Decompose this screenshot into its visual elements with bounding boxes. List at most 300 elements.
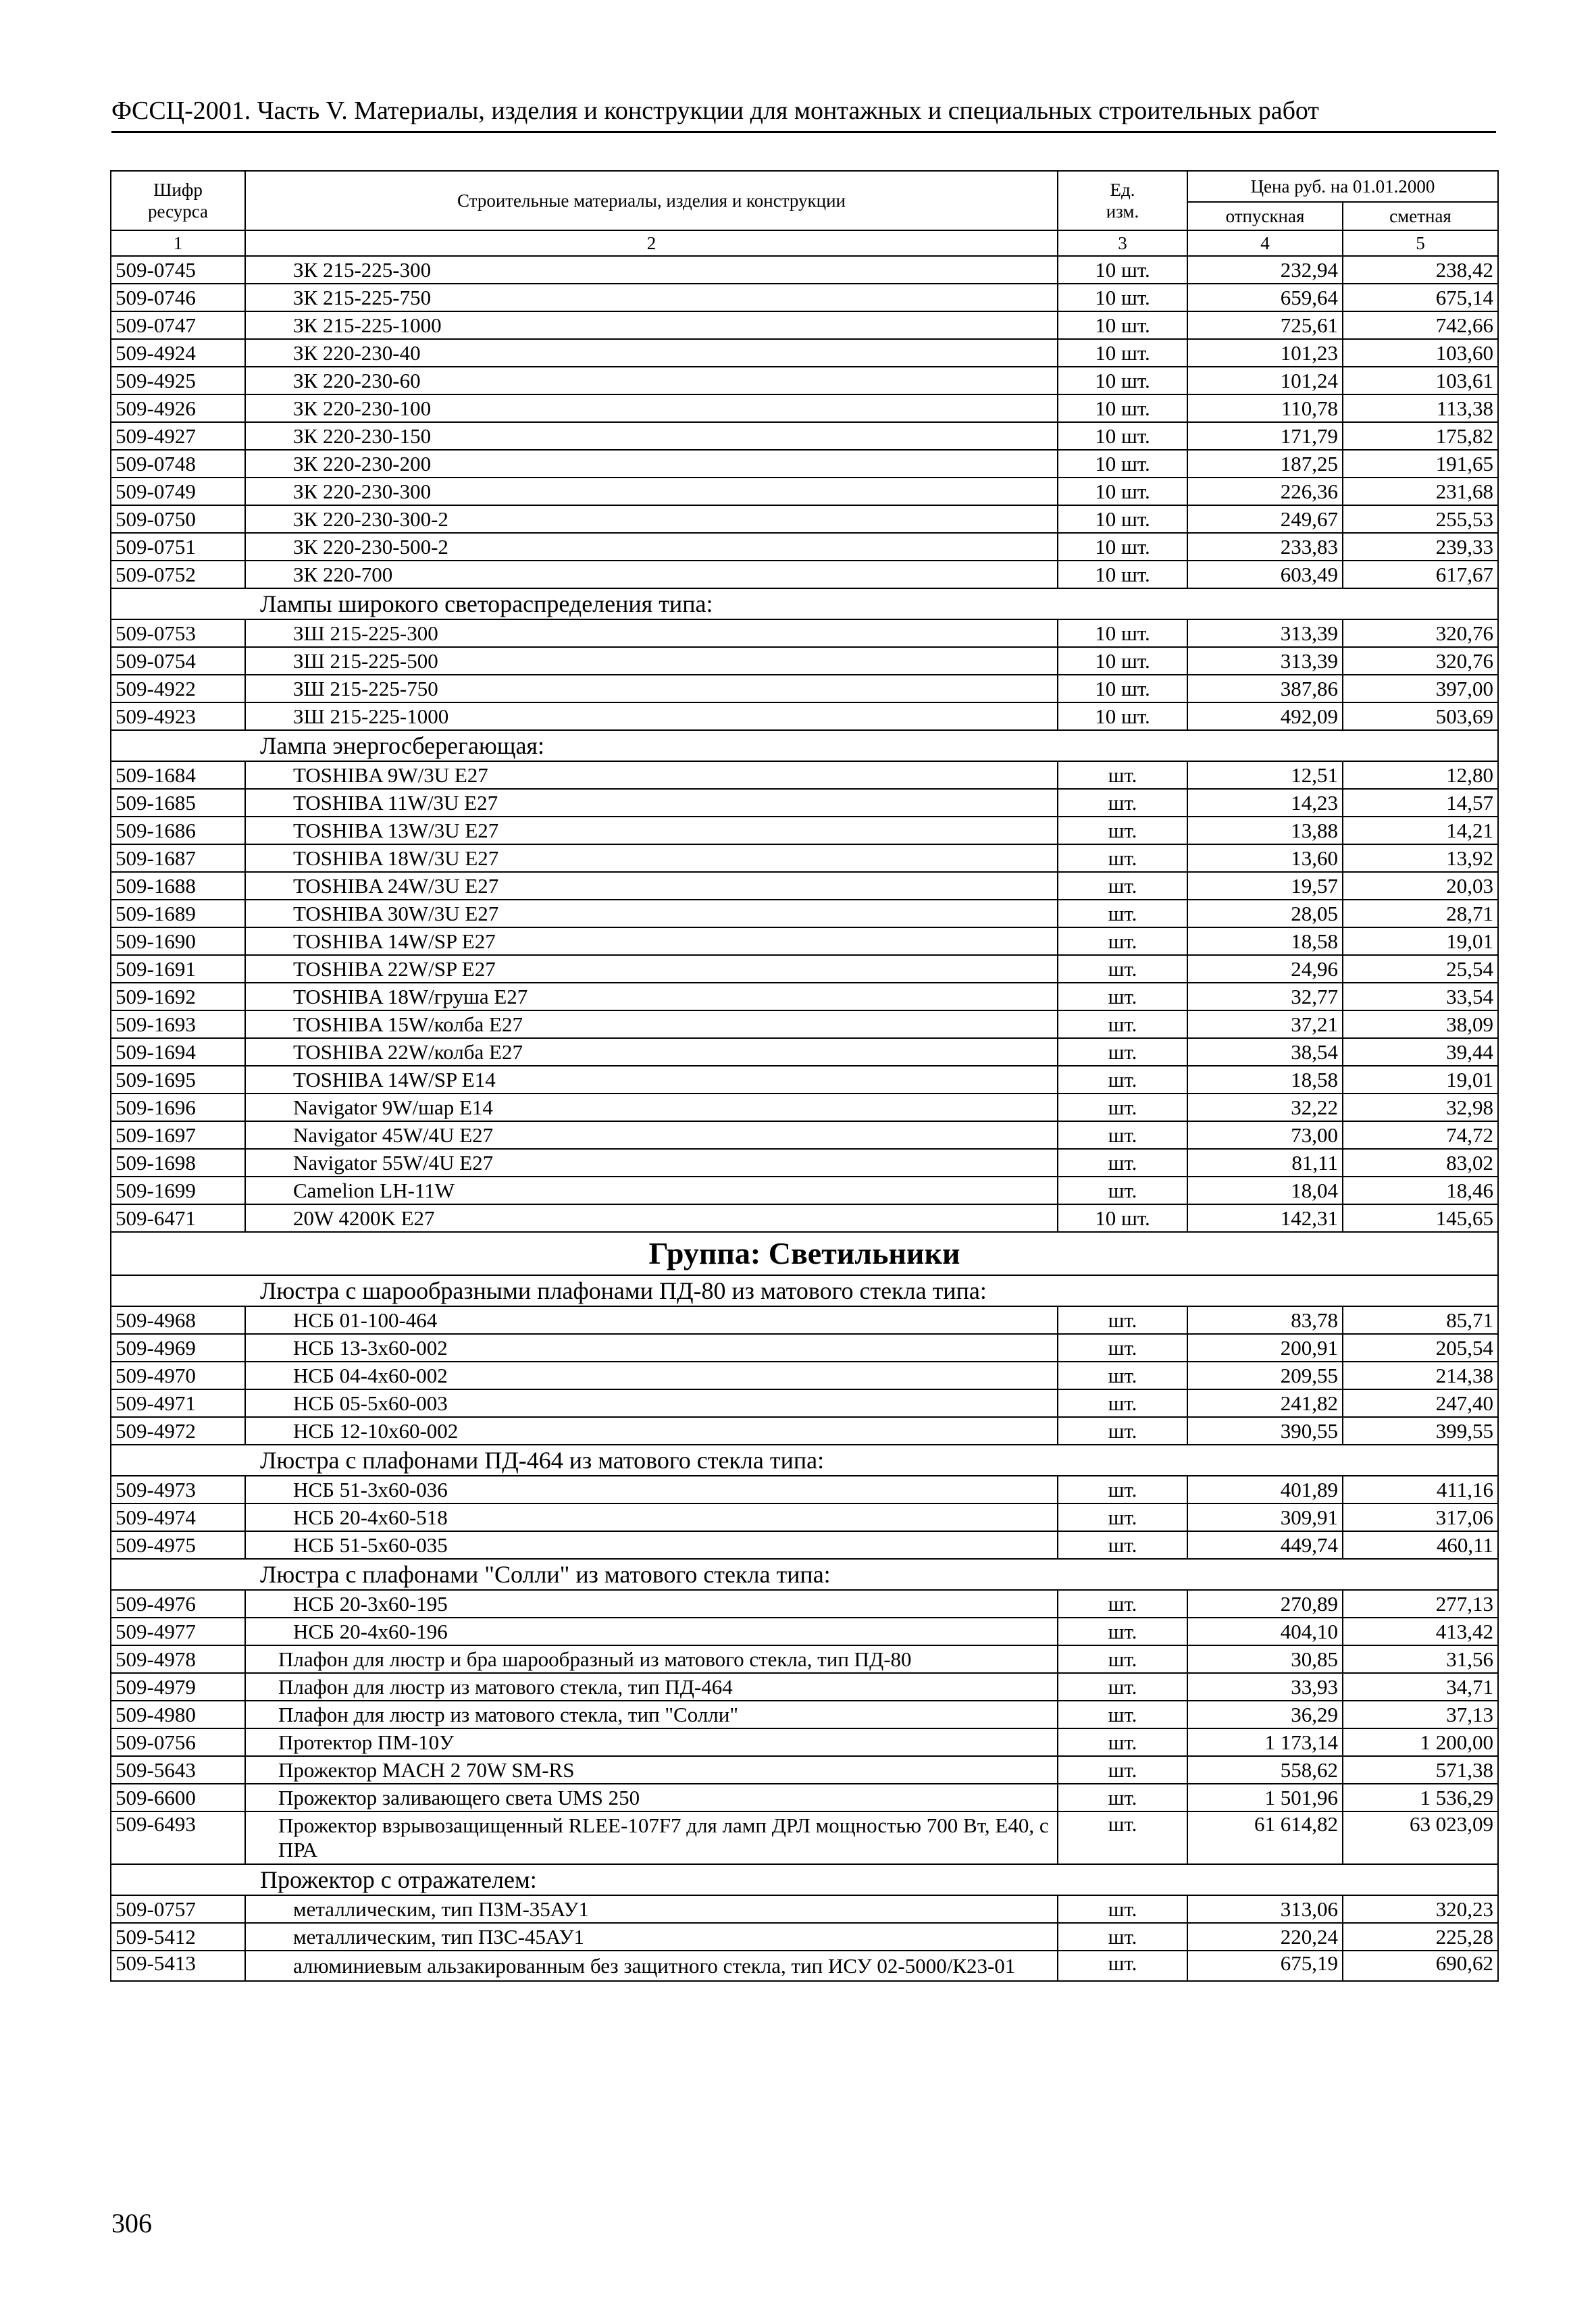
row-price-release: 233,83: [1187, 533, 1343, 561]
row-code: 509-4923: [111, 702, 245, 730]
row-name: TOSHIBA 14W/SP E14: [245, 1066, 1058, 1094]
row-price-estimate: 113,38: [1343, 394, 1498, 422]
row-code: 509-4979: [111, 1673, 245, 1701]
row-price-release: 226,36: [1187, 478, 1343, 505]
col-header-release: отпускная: [1187, 202, 1343, 230]
row-code: 509-4973: [111, 1476, 245, 1503]
row-price-estimate: 238,42: [1343, 256, 1498, 284]
row-name: ЗШ 215-225-500: [245, 647, 1058, 675]
row-unit: шт.: [1058, 927, 1187, 955]
row-code: 509-0747: [111, 311, 245, 339]
row-price-estimate: 255,53: [1343, 505, 1498, 533]
table-row: [111, 647, 1498, 675]
table-row: [111, 284, 1498, 311]
row-unit: шт.: [1058, 983, 1187, 1010]
row-code: 509-1698: [111, 1149, 245, 1177]
row-unit: 10 шт.: [1058, 561, 1187, 588]
row-unit: 10 шт.: [1058, 702, 1187, 730]
row-unit: 10 шт.: [1058, 1204, 1187, 1232]
row-price-estimate: 460,11: [1343, 1531, 1498, 1559]
row-unit: шт.: [1058, 1756, 1187, 1784]
section-header: Лампы широкого светораспределения типа:: [111, 588, 1498, 619]
table-row: [111, 1334, 1498, 1362]
table-row: [111, 450, 1498, 478]
row-code: 509-4968: [111, 1306, 245, 1334]
row-price-release: 73,00: [1187, 1121, 1343, 1149]
price-table: [110, 170, 1499, 1982]
row-price-estimate: 38,09: [1343, 1010, 1498, 1038]
row-price-release: 18,58: [1187, 1066, 1343, 1094]
row-unit: шт.: [1058, 1476, 1187, 1503]
row-price-estimate: 39,44: [1343, 1038, 1498, 1066]
row-unit: шт.: [1058, 1389, 1187, 1417]
row-code: 509-0754: [111, 647, 245, 675]
row-name: НСБ 01-100-464: [245, 1306, 1058, 1334]
table-row: [111, 1010, 1498, 1038]
row-price-release: 313,39: [1187, 647, 1343, 675]
row-unit: шт.: [1058, 1334, 1187, 1362]
table-row: [111, 1895, 1498, 1923]
row-code: 509-1696: [111, 1094, 245, 1121]
row-code: 509-1695: [111, 1066, 245, 1094]
row-price-estimate: 20,03: [1343, 872, 1498, 900]
row-code: 509-4971: [111, 1389, 245, 1417]
row-price-release: 404,10: [1187, 1618, 1343, 1645]
row-price-release: 14,23: [1187, 789, 1343, 817]
row-price-estimate: 1 200,00: [1343, 1728, 1498, 1756]
row-price-release: 675,19: [1187, 1951, 1343, 1981]
row-code: 509-5413: [111, 1951, 245, 1981]
table-row: [111, 367, 1498, 394]
row-price-release: 241,82: [1187, 1389, 1343, 1417]
table-row: [111, 1417, 1498, 1445]
row-name: TOSHIBA 24W/3U E27: [245, 872, 1058, 900]
row-price-estimate: 85,71: [1343, 1306, 1498, 1334]
row-unit: шт.: [1058, 1728, 1187, 1756]
table-row: [111, 702, 1498, 730]
row-unit: шт.: [1058, 1066, 1187, 1094]
row-unit: 10 шт.: [1058, 367, 1187, 394]
row-price-release: 18,04: [1187, 1177, 1343, 1204]
row-code: 509-6471: [111, 1204, 245, 1232]
row-price-estimate: 74,72: [1343, 1121, 1498, 1149]
table-row: [111, 789, 1498, 817]
row-unit: шт.: [1058, 1701, 1187, 1728]
row-code: 509-4978: [111, 1645, 245, 1673]
row-unit: шт.: [1058, 789, 1187, 817]
row-unit: шт.: [1058, 1618, 1187, 1645]
row-price-release: 390,55: [1187, 1417, 1343, 1445]
row-name: Camelion LH-11W: [245, 1177, 1058, 1204]
table-row: [111, 1811, 1498, 1864]
table-row: [111, 1756, 1498, 1784]
row-code: 509-1688: [111, 872, 245, 900]
row-name: Плафон для люстр из матового стекла, тип "Солли": [245, 1701, 1058, 1728]
row-code: 509-1689: [111, 900, 245, 927]
row-unit: шт.: [1058, 1784, 1187, 1811]
row-code: 509-0746: [111, 284, 245, 311]
row-name: TOSHIBA 18W/3U E27: [245, 844, 1058, 872]
row-unit: шт.: [1058, 1923, 1187, 1951]
row-price-release: 13,60: [1187, 844, 1343, 872]
section-header: Лампа энергосберегающая:: [111, 730, 1498, 761]
row-price-release: 110,78: [1187, 394, 1343, 422]
row-name: TOSHIBA 22W/SP E27: [245, 955, 1058, 983]
col-header-price: Цена руб. на 01.01.2000: [1187, 171, 1498, 202]
row-unit: 10 шт.: [1058, 647, 1187, 675]
row-unit: 10 шт.: [1058, 256, 1187, 284]
table-row: [111, 1038, 1498, 1066]
col-number: 1: [111, 230, 245, 256]
row-price-release: 83,78: [1187, 1306, 1343, 1334]
row-unit: 10 шт.: [1058, 422, 1187, 450]
col-number: 5: [1343, 230, 1498, 256]
row-price-release: 449,74: [1187, 1531, 1343, 1559]
row-unit: шт.: [1058, 1038, 1187, 1066]
row-code: 509-4972: [111, 1417, 245, 1445]
row-price-release: 401,89: [1187, 1476, 1343, 1503]
row-unit: 10 шт.: [1058, 533, 1187, 561]
row-unit: 10 шт.: [1058, 675, 1187, 702]
table-row: [111, 394, 1498, 422]
row-price-release: 30,85: [1187, 1645, 1343, 1673]
table-row: [111, 1389, 1498, 1417]
row-name: ЗК 220-230-100: [245, 394, 1058, 422]
table-row: [111, 1645, 1498, 1673]
table-row: [111, 1476, 1498, 1503]
table-row: [111, 561, 1498, 588]
row-code: 509-1699: [111, 1177, 245, 1204]
row-name: НСБ 04-4х60-002: [245, 1362, 1058, 1389]
row-code: 509-1694: [111, 1038, 245, 1066]
row-name: НСБ 20-4х60-196: [245, 1618, 1058, 1645]
row-price-estimate: 34,71: [1343, 1673, 1498, 1701]
row-name: TOSHIBA 18W/груша E27: [245, 983, 1058, 1010]
row-name: ЗК 215-225-300: [245, 256, 1058, 284]
row-price-release: 19,57: [1187, 872, 1343, 900]
row-price-estimate: 31,56: [1343, 1645, 1498, 1673]
row-price-release: 220,24: [1187, 1923, 1343, 1951]
row-name: ЗШ 215-225-750: [245, 675, 1058, 702]
row-name: НСБ 51-5х60-035: [245, 1531, 1058, 1559]
row-unit: шт.: [1058, 1951, 1187, 1981]
row-price-estimate: 503,69: [1343, 702, 1498, 730]
row-unit: шт.: [1058, 844, 1187, 872]
row-price-release: 81,11: [1187, 1149, 1343, 1177]
row-code: 509-4970: [111, 1362, 245, 1389]
row-name: Прожектор MACH 2 70W SM-RS: [245, 1756, 1058, 1784]
row-unit: шт.: [1058, 1010, 1187, 1038]
table-row: [111, 900, 1498, 927]
row-unit: шт.: [1058, 761, 1187, 789]
row-price-estimate: 320,76: [1343, 619, 1498, 647]
col-header-code: Шифр ресурса: [111, 171, 245, 230]
table-row: [111, 422, 1498, 450]
row-code: 509-0749: [111, 478, 245, 505]
row-code: 509-5412: [111, 1923, 245, 1951]
row-code: 509-4969: [111, 1334, 245, 1362]
row-price-estimate: 145,65: [1343, 1204, 1498, 1232]
col-number: 4: [1187, 230, 1343, 256]
row-unit: шт.: [1058, 1306, 1187, 1334]
row-price-estimate: 32,98: [1343, 1094, 1498, 1121]
table-row: [111, 256, 1498, 284]
table-row: [111, 1094, 1498, 1121]
row-code: 509-4926: [111, 394, 245, 422]
row-name: ЗШ 215-225-1000: [245, 702, 1058, 730]
table-row: [111, 761, 1498, 789]
row-code: 509-0745: [111, 256, 245, 284]
col-header-name: Строительные материалы, изделия и конструкции: [245, 171, 1058, 230]
row-name: Протектор ПМ-10У: [245, 1728, 1058, 1756]
row-name: алюминиевым альзакированным без защитного стекла, тип ИСУ 02-5000/К23-01: [245, 1951, 1058, 1981]
row-name: НСБ 05-5х60-003: [245, 1389, 1058, 1417]
row-name: металлическим, тип ПЗМ-35АУ1: [245, 1895, 1058, 1923]
row-name: НСБ 20-4х60-518: [245, 1503, 1058, 1531]
table-row: [111, 619, 1498, 647]
section-header: Люстра с плафонами "Солли" из матового стекла типа:: [111, 1559, 1498, 1590]
row-price-estimate: 317,06: [1343, 1503, 1498, 1531]
table-row: [111, 955, 1498, 983]
row-name: ЗК 215-225-1000: [245, 311, 1058, 339]
table-row: [111, 1618, 1498, 1645]
row-price-release: 209,55: [1187, 1362, 1343, 1389]
row-price-release: 12,51: [1187, 761, 1343, 789]
row-price-estimate: 399,55: [1343, 1417, 1498, 1445]
row-price-estimate: 617,67: [1343, 561, 1498, 588]
row-price-estimate: 320,76: [1343, 647, 1498, 675]
row-unit: шт.: [1058, 1590, 1187, 1618]
row-code: 509-1684: [111, 761, 245, 789]
row-name: Прожектор заливающего света UMS 250: [245, 1784, 1058, 1811]
table-row: [111, 675, 1498, 702]
row-price-estimate: 28,71: [1343, 900, 1498, 927]
table-row: [111, 1066, 1498, 1094]
table-row: [111, 1306, 1498, 1334]
row-name: TOSHIBA 15W/колба E27: [245, 1010, 1058, 1038]
row-price-release: 558,62: [1187, 1756, 1343, 1784]
row-code: 509-4922: [111, 675, 245, 702]
row-name: НСБ 51-3х60-036: [245, 1476, 1058, 1503]
row-unit: шт.: [1058, 1531, 1187, 1559]
row-code: 509-1691: [111, 955, 245, 983]
row-unit: шт.: [1058, 955, 1187, 983]
row-price-estimate: 83,02: [1343, 1149, 1498, 1177]
row-name: ЗК 220-230-60: [245, 367, 1058, 394]
row-price-estimate: 320,23: [1343, 1895, 1498, 1923]
table-row: [111, 1177, 1498, 1204]
row-price-release: 387,86: [1187, 675, 1343, 702]
row-unit: шт.: [1058, 817, 1187, 844]
row-price-estimate: 247,40: [1343, 1389, 1498, 1417]
row-name: ЗК 220-230-200: [245, 450, 1058, 478]
row-code: 509-5643: [111, 1756, 245, 1784]
table-row: [111, 844, 1498, 872]
table-row: [111, 1673, 1498, 1701]
row-code: 509-4927: [111, 422, 245, 450]
row-name: Navigator 9W/шар E14: [245, 1094, 1058, 1121]
table-row: [111, 505, 1498, 533]
table-row: [111, 1784, 1498, 1811]
table-row: [111, 927, 1498, 955]
table-row: [111, 817, 1498, 844]
row-price-release: 61 614,82: [1187, 1811, 1343, 1864]
row-price-release: 36,29: [1187, 1701, 1343, 1728]
row-price-release: 603,49: [1187, 561, 1343, 588]
row-price-release: 1 501,96: [1187, 1784, 1343, 1811]
table-row: [111, 311, 1498, 339]
row-name: TOSHIBA 14W/SP E27: [245, 927, 1058, 955]
row-price-release: 28,05: [1187, 900, 1343, 927]
row-price-release: 32,77: [1187, 983, 1343, 1010]
table-row: [111, 983, 1498, 1010]
row-unit: шт.: [1058, 1094, 1187, 1121]
table-row: [111, 1362, 1498, 1389]
row-price-estimate: 1 536,29: [1343, 1784, 1498, 1811]
section-header: Люстра с плафонами ПД-464 из матового стекла типа:: [111, 1445, 1498, 1476]
table-row: [111, 339, 1498, 367]
row-code: 509-1687: [111, 844, 245, 872]
row-price-release: 37,21: [1187, 1010, 1343, 1038]
row-code: 509-1693: [111, 1010, 245, 1038]
row-code: 509-4977: [111, 1618, 245, 1645]
row-code: 509-1685: [111, 789, 245, 817]
row-unit: шт.: [1058, 1362, 1187, 1389]
row-price-release: 200,91: [1187, 1334, 1343, 1362]
row-name: Navigator 45W/4U E27: [245, 1121, 1058, 1149]
row-price-release: 309,91: [1187, 1503, 1343, 1531]
row-price-estimate: 25,54: [1343, 955, 1498, 983]
table-row: [111, 872, 1498, 900]
row-price-release: 232,94: [1187, 256, 1343, 284]
row-code: 509-0751: [111, 533, 245, 561]
row-unit: 10 шт.: [1058, 505, 1187, 533]
row-price-estimate: 103,61: [1343, 367, 1498, 394]
row-code: 509-1686: [111, 817, 245, 844]
row-price-release: 13,88: [1187, 817, 1343, 844]
table-row: [111, 533, 1498, 561]
row-code: 509-4924: [111, 339, 245, 367]
row-name: ЗК 220-700: [245, 561, 1058, 588]
col-header-unit: Ед. изм.: [1058, 171, 1187, 230]
row-unit: 10 шт.: [1058, 284, 1187, 311]
table-row: [111, 1149, 1498, 1177]
row-price-estimate: 175,82: [1343, 422, 1498, 450]
row-unit: шт.: [1058, 1417, 1187, 1445]
row-price-estimate: 37,13: [1343, 1701, 1498, 1728]
row-name: ЗК 220-230-40: [245, 339, 1058, 367]
row-unit: шт.: [1058, 1673, 1187, 1701]
row-price-release: 171,79: [1187, 422, 1343, 450]
row-price-estimate: 103,60: [1343, 339, 1498, 367]
table-row: [111, 1590, 1498, 1618]
table-row: [111, 1204, 1498, 1232]
row-price-release: 18,58: [1187, 927, 1343, 955]
table-row: [111, 1728, 1498, 1756]
row-price-release: 313,39: [1187, 619, 1343, 647]
row-price-release: 142,31: [1187, 1204, 1343, 1232]
row-price-release: 187,25: [1187, 450, 1343, 478]
row-unit: шт.: [1058, 1645, 1187, 1673]
row-code: 509-0753: [111, 619, 245, 647]
row-price-release: 101,24: [1187, 367, 1343, 394]
row-name: TOSHIBA 30W/3U E27: [245, 900, 1058, 927]
row-name: Прожектор взрывозащищенный RLEE-107F7 для ламп ДРЛ мощностью 700 Вт, Е40, с ПРА: [245, 1811, 1058, 1864]
row-name: ЗК 220-230-150: [245, 422, 1058, 450]
table-row: [111, 1701, 1498, 1728]
row-name: TOSHIBA 22W/колба E27: [245, 1038, 1058, 1066]
row-code: 509-4980: [111, 1701, 245, 1728]
row-price-estimate: 411,16: [1343, 1476, 1498, 1503]
row-price-release: 492,09: [1187, 702, 1343, 730]
row-price-estimate: 413,42: [1343, 1618, 1498, 1645]
row-name: ЗК 220-230-500-2: [245, 533, 1058, 561]
row-code: 509-0756: [111, 1728, 245, 1756]
row-price-estimate: 13,92: [1343, 844, 1498, 872]
row-code: 509-1690: [111, 927, 245, 955]
row-price-estimate: 14,57: [1343, 789, 1498, 817]
row-code: 509-0748: [111, 450, 245, 478]
row-name: Плафон для люстр из матового стекла, тип ПД-464: [245, 1673, 1058, 1701]
row-price-estimate: 18,46: [1343, 1177, 1498, 1204]
row-code: 509-4974: [111, 1503, 245, 1531]
col-number: 2: [245, 230, 1058, 256]
row-name: НСБ 13-3х60-002: [245, 1334, 1058, 1362]
row-price-release: 725,61: [1187, 311, 1343, 339]
section-header: Люстра с шарообразными плафонами ПД-80 из матового стекла типа:: [111, 1275, 1498, 1306]
row-price-release: 24,96: [1187, 955, 1343, 983]
row-price-estimate: 19,01: [1343, 1066, 1498, 1094]
row-unit: шт.: [1058, 872, 1187, 900]
row-price-release: 249,67: [1187, 505, 1343, 533]
row-unit: шт.: [1058, 1149, 1187, 1177]
row-price-estimate: 239,33: [1343, 533, 1498, 561]
row-unit: 10 шт.: [1058, 619, 1187, 647]
row-price-release: 270,89: [1187, 1590, 1343, 1618]
row-price-estimate: 205,54: [1343, 1334, 1498, 1362]
row-code: 509-1697: [111, 1121, 245, 1149]
row-price-estimate: 675,14: [1343, 284, 1498, 311]
row-unit: шт.: [1058, 1503, 1187, 1531]
table-row: [111, 1503, 1498, 1531]
section-header: Прожектор с отражателем:: [111, 1864, 1498, 1895]
group-title: Группа: Светильники: [111, 1232, 1498, 1275]
row-unit: 10 шт.: [1058, 339, 1187, 367]
row-price-estimate: 690,62: [1343, 1951, 1498, 1981]
row-price-release: 1 173,14: [1187, 1728, 1343, 1756]
row-price-release: 101,23: [1187, 339, 1343, 367]
row-price-estimate: 277,13: [1343, 1590, 1498, 1618]
row-unit: шт.: [1058, 1177, 1187, 1204]
row-price-estimate: 63 023,09: [1343, 1811, 1498, 1864]
row-unit: 10 шт.: [1058, 450, 1187, 478]
row-code: 509-4975: [111, 1531, 245, 1559]
row-code: 509-4925: [111, 367, 245, 394]
row-name: 20W 4200K E27: [245, 1204, 1058, 1232]
row-code: 509-0750: [111, 505, 245, 533]
row-price-estimate: 397,00: [1343, 675, 1498, 702]
row-name: НСБ 12-10х60-002: [245, 1417, 1058, 1445]
table-row: [111, 1531, 1498, 1559]
row-price-estimate: 14,21: [1343, 817, 1498, 844]
row-name: TOSHIBA 11W/3U E27: [245, 789, 1058, 817]
col-number: 3: [1058, 230, 1187, 256]
row-code: 509-4976: [111, 1590, 245, 1618]
row-price-release: 659,64: [1187, 284, 1343, 311]
row-name: TOSHIBA 9W/3U E27: [245, 761, 1058, 789]
row-name: Navigator 55W/4U E27: [245, 1149, 1058, 1177]
row-price-estimate: 225,28: [1343, 1923, 1498, 1951]
